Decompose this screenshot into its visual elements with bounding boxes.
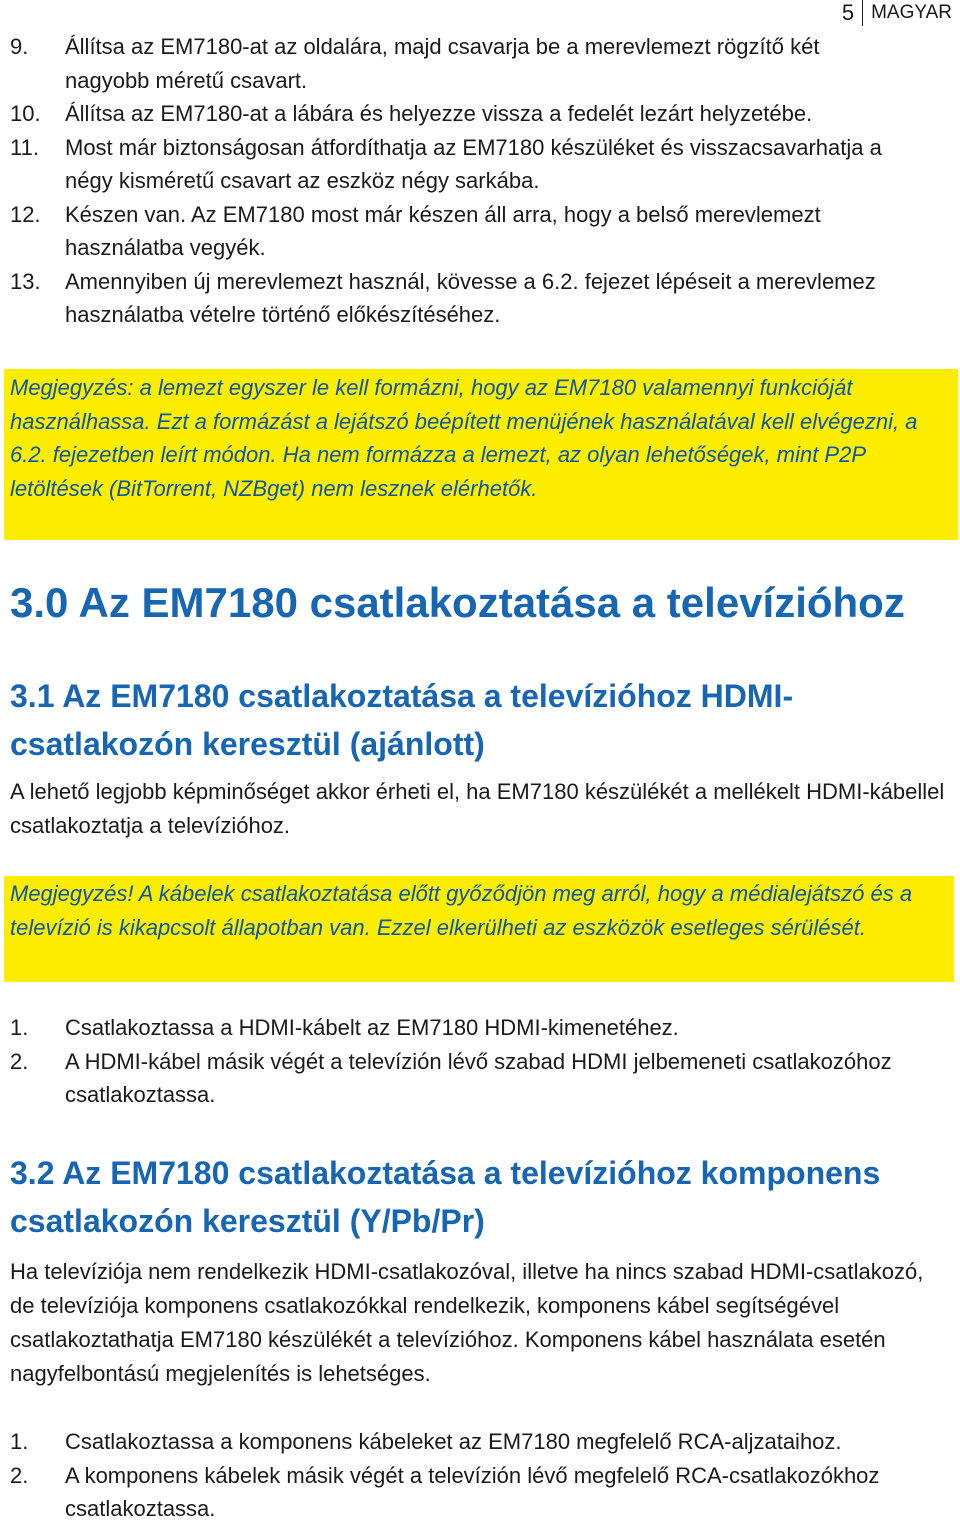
section-3-1-title: 3.1 Az EM7180 csatlakoztatása a televízióhoz HDMI-csatlakozón keresztül (ajánlott) — [10, 678, 794, 762]
list-item: 11. Most már biztonságosan átfordíthatja az EM7180 készüléket és visszacsavarhatja a négy kisméretű csavart az eszköz négy sarkába. — [10, 134, 882, 193]
section-3-2-body: Ha televíziója nem rendelkezik HDMI-csatlakozóval, illetve ha nincs szabad HDMI-csatlakozó, de televíziója komponens csatlakozókkal rendelkezik, komponens kábel segítségével csatlakoztathatja EM7180 készülékét a televízióhoz. Komponens kábel használata esetén nagyfelbontású megjelenítés is lehetséges. — [10, 1259, 924, 1386]
formatting-note: Megjegyzés: a lemezt egyszer le kell formázni, hogy az EM7180 valamennyi funkcióját használhassa. Ezt a formázást a lejátszó beépített menüjének használatával kell elvégezni, a 6.2. fejezetben leírt módon. Ha nem formázza a lemezt, az olyan lehetőségek, mint P2P letöltések (BitTorrent, NZBget) nem lesznek elérhetők. — [4, 369, 958, 540]
steps-top — [10, 30, 956, 332]
list-item: 13. Amennyiben új merevlemezt használ, kövesse a 6.2. fejezet lépéseit a merevlemez használatba vételre történő előkészítéséhez. — [10, 268, 876, 327]
list-item: 1. Csatlakoztassa a HDMI-kábelt az EM7180 HDMI-kimenetéhez. — [10, 1015, 679, 1040]
page-number: 5 — [841, 0, 855, 25]
component-steps — [10, 1425, 956, 1526]
list-item: 10. Állítsa az EM7180-at a lábára és helyezze vissza a fedelét lezárt helyzetébe. — [10, 101, 813, 126]
list-item: 1. Csatlakoztassa a komponens kábeleket az EM7180 megfelelő RCA-aljzataihoz. — [10, 1429, 842, 1454]
section-3-1-body: A lehető legjobb képminőséget akkor érheti el, ha EM7180 készülékét a mellékelt HDMI-kábellel csatlakoztatja a televízióhoz. — [10, 779, 945, 838]
header-divider — [862, 0, 863, 26]
list-item: 2. A komponens kábelek másik végét a televízión lévő megfelelő RCA-csatlakozókhoz csatlakoztassa. — [10, 1462, 880, 1521]
list-item: 9. Állítsa az EM7180-at az oldalára, majd csavarja be a merevlemezt rögzítő két nagyobb méretű csavart. — [10, 34, 820, 93]
list-item: 2. A HDMI-kábel másik végét a televízión lévő szabad HDMI jelbemeneti csatlakozóhoz csatlakoztassa. — [10, 1048, 892, 1107]
language-label: MAGYAR — [871, 2, 952, 23]
hdmi-steps — [10, 1011, 956, 1112]
list-item: 12. Készen van. Az EM7180 most már készen áll arra, hogy a belső merevlemezt használatba vegyék. — [10, 201, 821, 260]
section-3-0-title: 3.0 Az EM7180 csatlakoztatása a televízióhoz — [10, 579, 905, 626]
hdmi-note: Megjegyzés! A kábelek csatlakoztatása előtt győződjön meg arról, hogy a médialejátszó és a televízió is kikapcsolt állapotban van. Ezzel elkerülheti az eszközök esetleges sérülését. — [4, 876, 954, 982]
section-3-2-title: 3.2 Az EM7180 csatlakoztatása a televízióhoz komponens csatlakozón keresztül (Y/Pb/Pr) — [10, 1155, 881, 1239]
page-header — [842, 0, 952, 26]
